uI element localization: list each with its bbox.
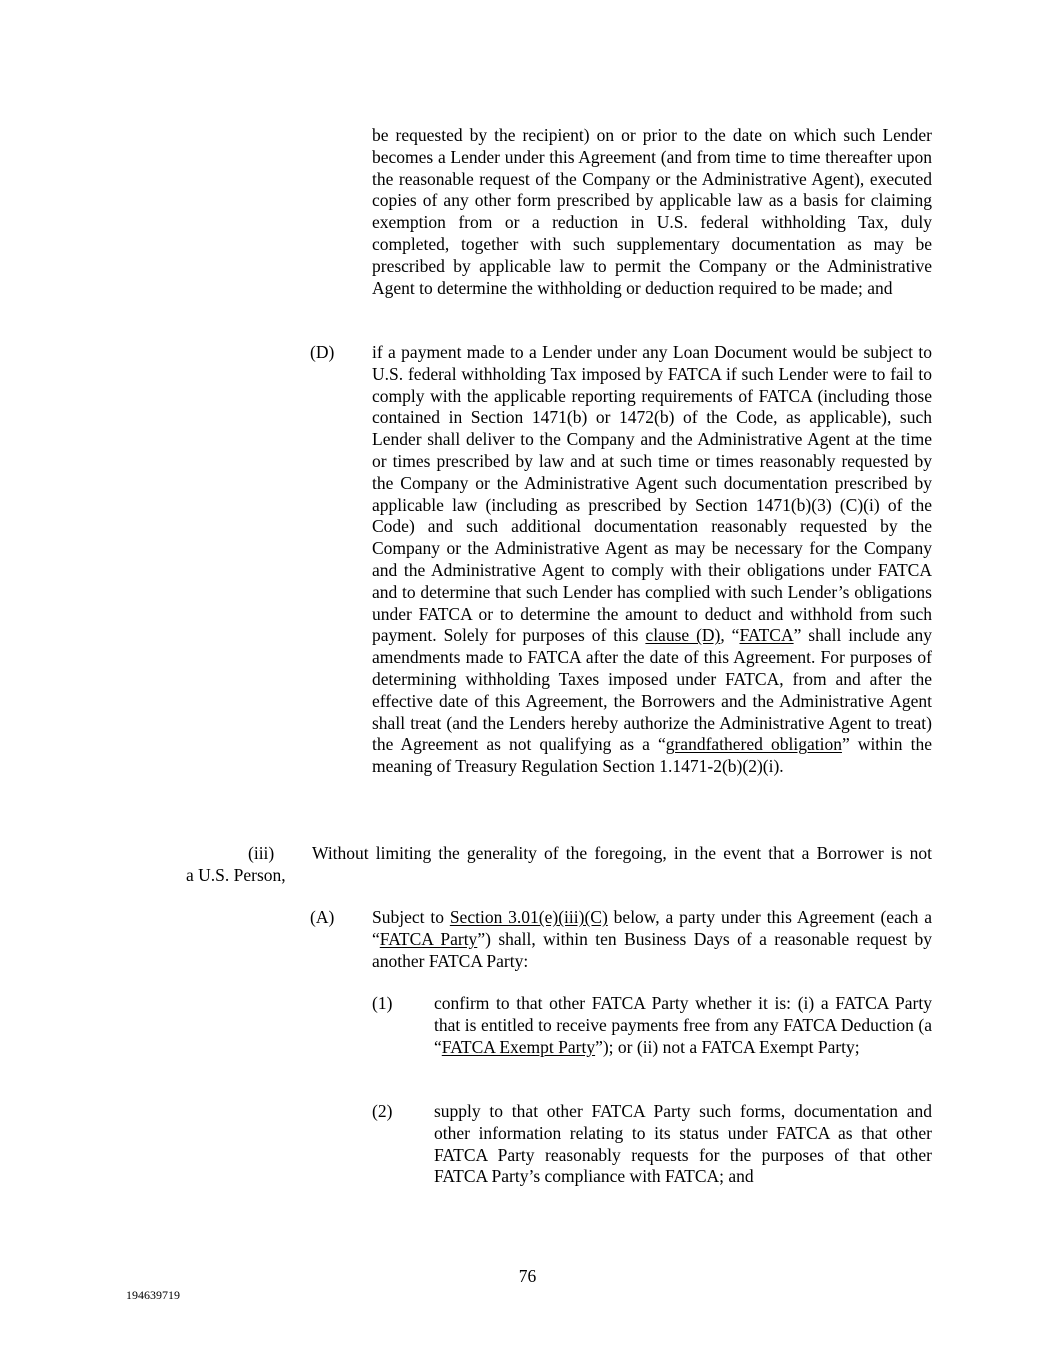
clause-a-text-part3: ”) shall, within ten Business Days of a reasonable request by another FATCA Party: xyxy=(372,928,932,971)
document-id: 194639719 xyxy=(126,1288,180,1302)
clause-a-label: (A) xyxy=(310,907,335,927)
clause-d-text-part4: ” within the meaning of Treasury Regulation Section 1.1471-2(b)(2)(i). xyxy=(372,734,932,777)
clause-1-text-part1: confirm to that other FATCA Party whether it is: (i) a FATCA Party that is entitled to receive payments free from any FATCA Deduction (a “ xyxy=(434,993,932,1057)
clause-iii-label: (iii) xyxy=(248,843,275,863)
clause-d-cross-reference: clause (D) xyxy=(645,625,721,646)
clause-1-label: (1) xyxy=(372,993,393,1013)
clause-d-text-part1: if a payment made to a Lender under any Loan Document would be subject to U.S. federal withholding Tax imposed by FATCA if such Lender were to fail to comply with the applicable reporting requirements of FATCA (including those contained in Section 1471(b) or 1472(b) of the Code, as applicable), such Lender shall deliver to the Company and the Administrative Agent at the time or times prescribed by law and at such time or times reasonably requested by the Company or the Administrative Agent such documentation prescribed by applicable law (including as prescribed by Section 1471(b)(3) (C)(i) of the Code) and such additional documentation reasonably requested by the Company or the Administrative Agent as may be necessary for the Company and the Administrative Agent to comply with their obligations under FATCA and to determine that such Lender has complied with such Lender’s obligations under FATCA or to determine the amount to deduct and withhold from such payment. Solely for purposes of this xyxy=(372,342,932,646)
clause-d-text xyxy=(372,342,932,778)
clause-d-text-part3: ” shall include any amendments made to FATCA after the date of this Agreement. For purposes of determining withholding Taxes imposed under FATCA, from and after the effective date of this Agreement, the Borrowers and the Administrative Agent shall treat (and the Lenders hereby authorize the Administrative Agent to treat) the Agreement as not qualifying as a “ xyxy=(372,625,932,755)
page-number: 76 xyxy=(518,1266,537,1286)
clause-d-label: (D) xyxy=(310,342,335,362)
continuation-paragraph: be requested by the recipient) on or prior to the date on which such Lender becomes a Lender under this Agreement (and from time to time thereafter upon the reasonable request of the Company or the Administrative Agent), executed copies of any other form prescribed by applicable law as a basis for claiming exemption from or a reduction in U.S. federal withholding Tax, duly completed, together with such supplementary documentation as may be prescribed by applicable law to permit the Company or the Administrative Agent to determine the withholding or deduction required to be made; and xyxy=(372,125,932,298)
clause-iii-text-line1: Without limiting the generality of the foregoing, in the event that a Borrower is not xyxy=(312,843,932,863)
clause-d-text-part2: , “ xyxy=(720,625,740,646)
clause-a-text xyxy=(372,907,932,972)
clause-1-text-part2: ”); or (ii) not a FATCA Exempt Party; xyxy=(595,1036,860,1057)
clause-a-text-part1: Subject to xyxy=(372,907,450,927)
clause-2-text: supply to that other FATCA Party such forms, documentation and other information relating to its status under FATCA as that other FATCA Party reasonably requests for the purposes of that other FATCA Party’s compliance with FATCA; and xyxy=(434,1101,932,1187)
defined-term-fatca-party: FATCA Party xyxy=(379,928,478,949)
clause-2-label: (2) xyxy=(372,1101,393,1121)
clause-1-text xyxy=(434,993,932,1058)
clause-a-text-part2: below, a party under this Agreement (each a “ xyxy=(372,907,932,949)
defined-term-fatca-exempt-party: FATCA Exempt Party xyxy=(441,1036,596,1057)
clause-iii-text-line2: a U.S. Person, xyxy=(186,864,286,885)
section-cross-reference: Section 3.01(e)(iii)(C) xyxy=(449,907,608,927)
defined-term-grandfathered-obligation: grandfathered obligation xyxy=(665,734,842,755)
defined-term-fatca: FATCA xyxy=(739,625,794,646)
